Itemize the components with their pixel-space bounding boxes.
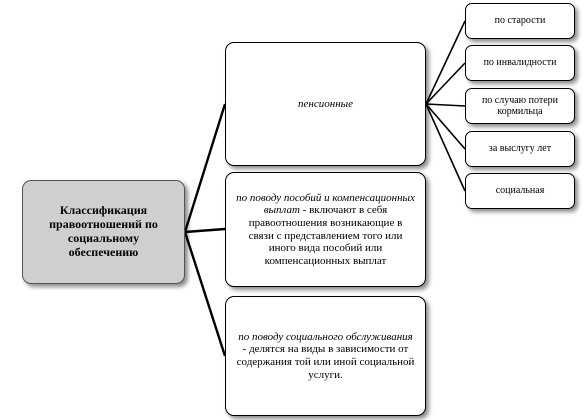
category-benefits-lead: по поводу пособий и компенсационных выплат -	[236, 191, 415, 217]
connector-root-to-services	[185, 232, 225, 356]
connector-root-to-benefits	[185, 229, 225, 232]
pension-type-label: за выслугу лет	[488, 143, 552, 155]
connector-to-leaf-2	[426, 63, 465, 104]
connector-to-leaf-5	[426, 104, 465, 191]
pension-type-social	[465, 173, 575, 209]
connector-to-leaf-4	[426, 104, 465, 149]
category-services-lead: по поводу социального обслуживания -	[238, 330, 413, 356]
pension-type-label: по случаю потери кормильца	[481, 94, 559, 117]
pension-type-disability	[465, 45, 575, 81]
pension-type-survivor	[465, 88, 575, 124]
connector-to-leaf-3	[426, 104, 465, 106]
pension-type-label: по инвалидности	[483, 57, 557, 69]
pension-type-label: по старости	[494, 15, 546, 27]
connector-root-to-pension	[185, 104, 225, 232]
connector-to-leaf-1	[426, 21, 465, 104]
category-pension-box	[225, 42, 426, 166]
category-services-box	[225, 296, 426, 416]
root-label: Классификация правоотношений по социальному обеспечению	[49, 203, 158, 259]
pension-type-long-service	[465, 131, 575, 167]
category-benefits-body: включают в себя правоотношения возникающие в связи с представлением того или иного вида пособий или компенсационных выплат	[248, 204, 403, 267]
pension-type-label: социальная	[495, 185, 545, 197]
category-services-body: делятся на виды в зависимости от содержания той или иной социальной услуги.	[236, 343, 415, 381]
category-benefits-box	[225, 172, 426, 287]
pension-type-old-age	[465, 3, 575, 39]
root-box	[22, 180, 185, 284]
category-pension-label: пенсионные	[298, 97, 353, 110]
